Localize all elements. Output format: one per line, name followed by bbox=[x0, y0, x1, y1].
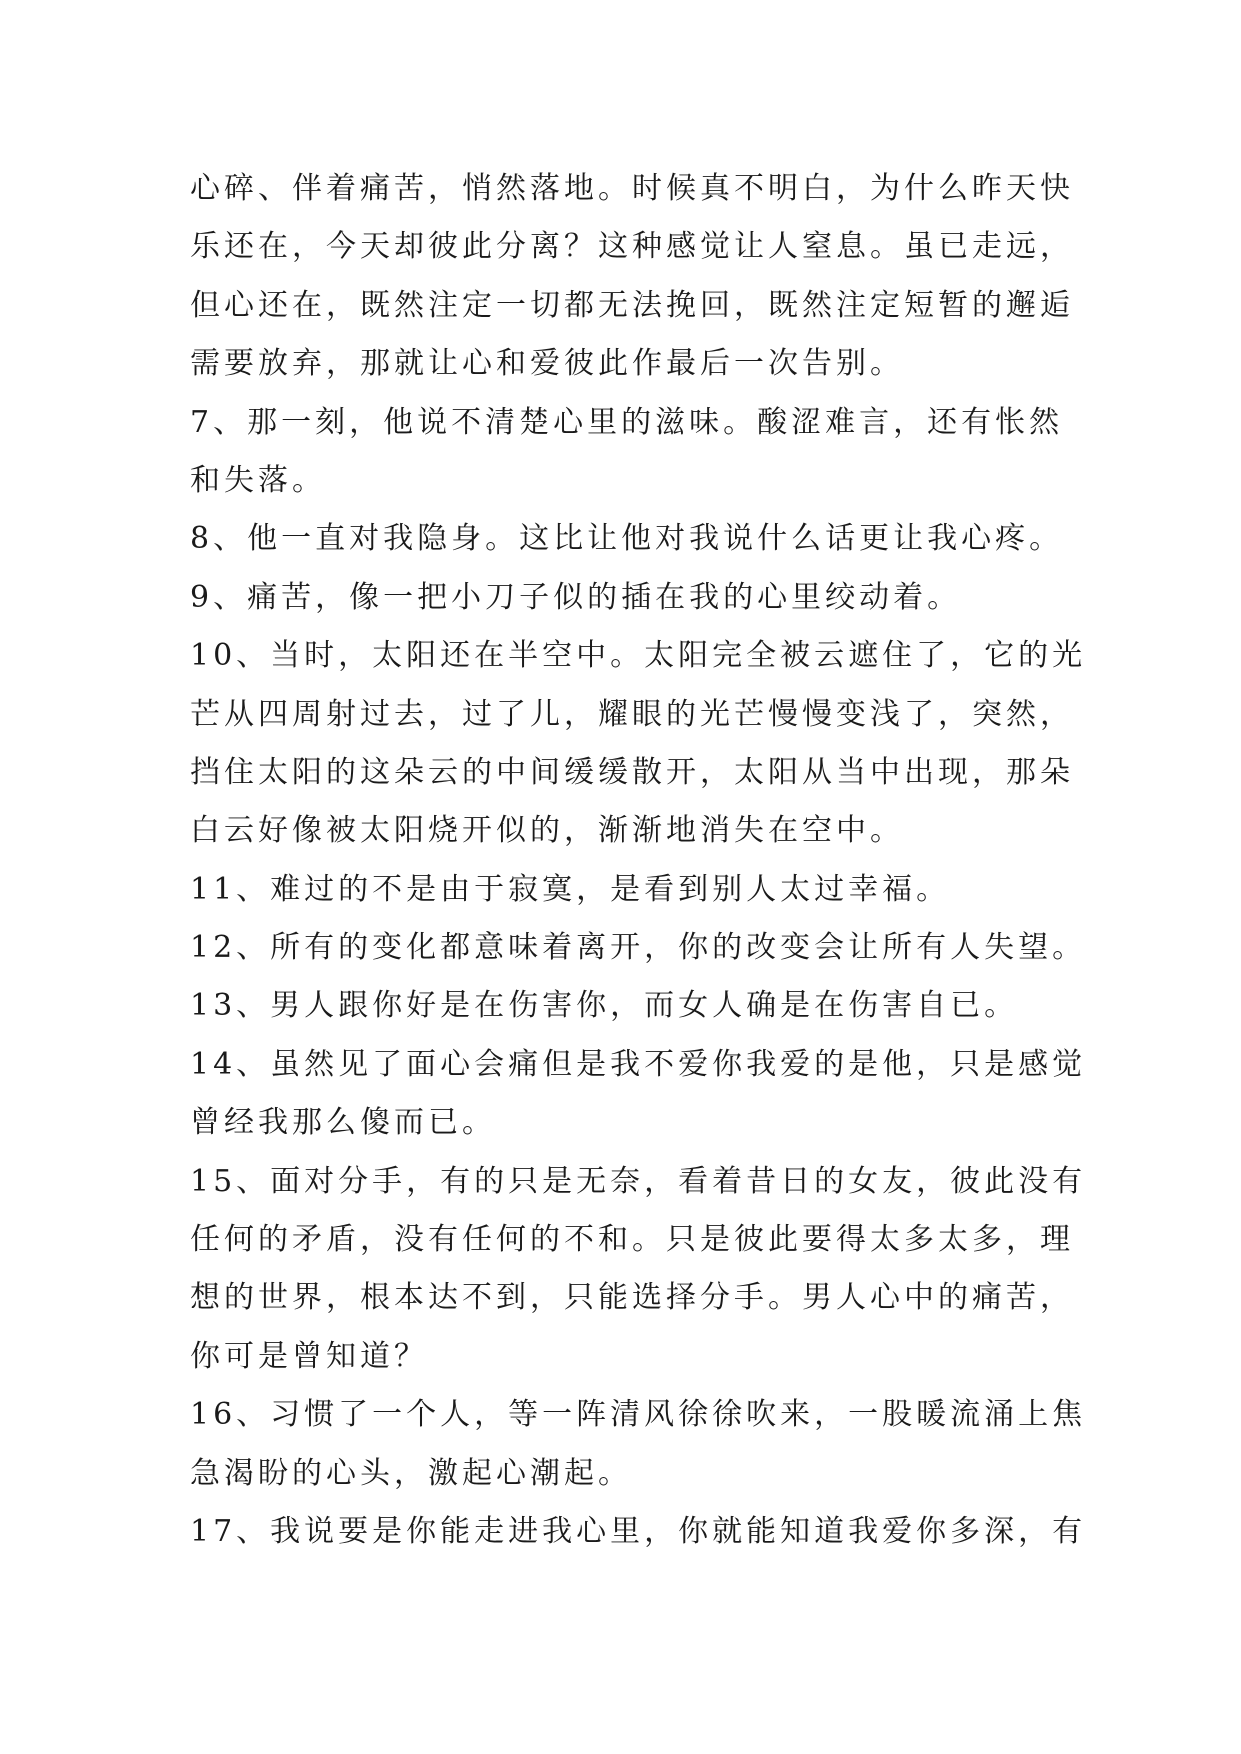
text-line: 你可是曾知道？ bbox=[190, 1338, 428, 1374]
text-line: 急渴盼的心头，激起心潮起。 bbox=[190, 1455, 632, 1491]
text-line: 10、当时，太阳还在半空中。太阳完全被云遮住了，它的光 bbox=[190, 638, 1087, 674]
text-line: 曾经我那么傻而已。 bbox=[190, 1105, 496, 1141]
text-line: 8、他一直对我隐身。这比让他对我说什么话更让我心疼。 bbox=[190, 521, 1064, 557]
text-line: 乐还在，今天却彼此分离？这种感觉让人窒息。虽已走远， bbox=[190, 229, 1074, 265]
text-line: 和失落。 bbox=[190, 462, 326, 498]
document-body bbox=[190, 160, 1090, 1561]
text-line: 白云好像被太阳烧开似的，渐渐地消失在空中。 bbox=[190, 813, 904, 849]
text-line: 想的世界，根本达不到，只能选择分手。男人心中的痛苦， bbox=[190, 1280, 1074, 1316]
text-line: 挡住太阳的这朵云的中间缓缓散开，太阳从当中出现，那朵 bbox=[190, 754, 1074, 790]
text-line: 但心还在，既然注定一切都无法挽回，既然注定短暂的邂逅 bbox=[190, 287, 1074, 323]
text-line: 16、习惯了一个人，等一阵清风徐徐吹来，一股暖流涌上焦 bbox=[190, 1397, 1087, 1433]
text-line: 12、所有的变化都意味着离开，你的改变会让所有人失望。 bbox=[190, 930, 1087, 966]
text-line: 15、面对分手，有的只是无奈，看着昔日的女友，彼此没有 bbox=[190, 1163, 1087, 1199]
text-line: 9、痛苦，像一把小刀子似的插在我的心里绞动着。 bbox=[190, 579, 962, 615]
text-line: 13、男人跟你好是在伤害你，而女人确是在伤害自已。 bbox=[190, 988, 1019, 1024]
text-line: 11、难过的不是由于寂寞，是看到别人太过幸福。 bbox=[190, 871, 951, 907]
text-line: 需要放弃，那就让心和爱彼此作最后一次告别。 bbox=[190, 346, 904, 382]
text-line: 芒从四周射过去，过了儿，耀眼的光芒慢慢变浅了，突然， bbox=[190, 696, 1074, 732]
text-line: 7、那一刻，他说不清楚心里的滋味。酸涩难言，还有怅然 bbox=[190, 404, 1064, 440]
text-line: 心碎、伴着痛苦，悄然落地。时候真不明白，为什么昨天快 bbox=[190, 171, 1074, 206]
text-line: 17、我说要是你能走进我心里，你就能知道我爱你多深，有 bbox=[190, 1513, 1087, 1549]
text-line: 14、虽然见了面心会痛但是我不爱你我爱的是他，只是感觉 bbox=[190, 1046, 1087, 1082]
text-line: 任何的矛盾，没有任何的不和。只是彼此要得太多太多，理 bbox=[190, 1222, 1074, 1258]
